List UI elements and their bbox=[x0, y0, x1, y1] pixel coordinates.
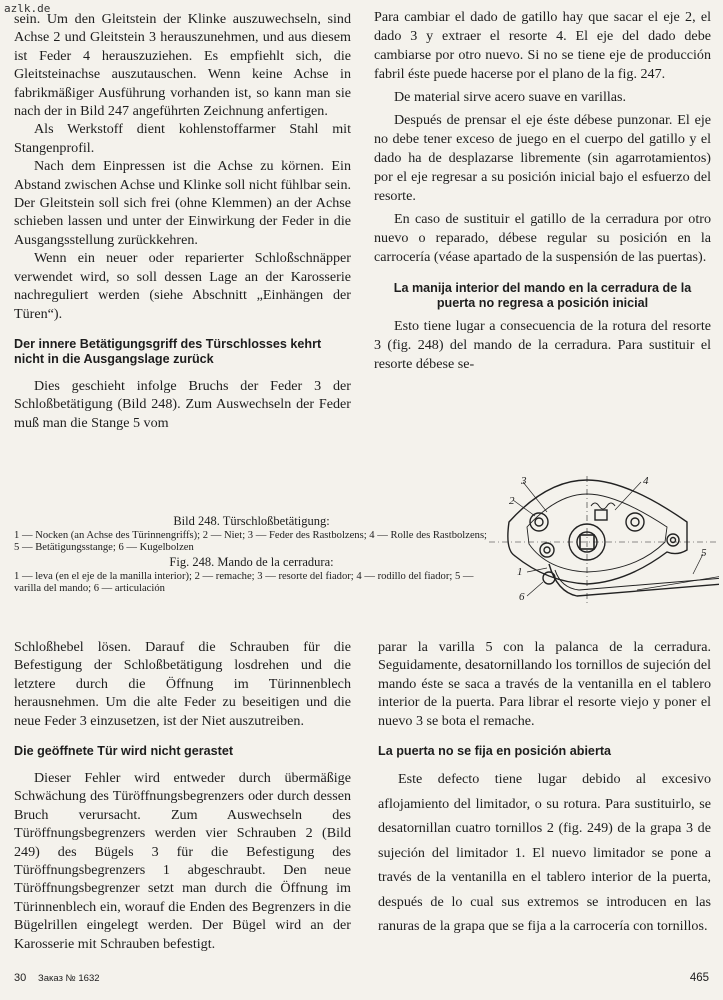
figure-caption-spanish bbox=[14, 556, 489, 596]
paragraph: Dies geschieht infolge Bruchs der Feder 3 der Schloßbetätigung (Bild 248). Zum Auswechseln der Feder muß man die Stange 5 vom bbox=[14, 377, 351, 431]
paragraph: Esto tiene lugar a consecuencia de la rotura del resorte 3 (fig. 248) del mando de la cerradura. Para sustituir el resorte débese se- bbox=[374, 318, 711, 372]
watermark: azlk.de bbox=[4, 2, 51, 15]
spanish-column-top bbox=[374, 8, 711, 374]
signature-number: 30 bbox=[14, 972, 27, 984]
paragraph: Wenn ein neuer oder reparierter Schloßschnäpper verwendet wird, so soll dessen Lage an der Karosserie nachreguliert werden (siehe Abschnitt „Einhängen der Türen“). bbox=[14, 250, 351, 322]
paragraph: Als Werkstoff dient kohlenstoffarmer Stahl mit Stangenprofil. bbox=[14, 121, 351, 156]
paragraph: Nach dem Einpressen ist die Achse zu körnen. Ein Abstand zwischen Achse und Klinke soll nicht fühlbar sein. Der Gleitstein soll sich frei (ohne Klemmen) an der Achse schieben lassen und unter der Einwirkung der Feder in die Ausgangsstellung zurückkehren. bbox=[14, 158, 352, 248]
figure-label: 1 bbox=[517, 566, 523, 578]
paragraph: sein. Um den Gleitstein der Klinke auszuwechseln, sind Achse 2 und Gleitstein 3 herauszunehmen, und aus diesem ist Feder 4 herauszuziehen. Es empfiehlt sich, die Gleitsteinachse auszutauschen. Wenn keine Achse in fabrikmäßiger Ausführung vorhanden ist, so kann man sie nach der in Bild 247 angeführten Zeichnung anfertigen. bbox=[14, 11, 351, 120]
paragraph: parar la varilla 5 con la palanca de la cerradura. Seguidamente, desatornillando los tornillos de sujeción del mando éste se saca a través de la ventanilla en el tablero interior de la puerta. Para librar el resorte viejo y poner el nuevo 3 se bota el remache. bbox=[378, 639, 711, 729]
caption-legend: 1 — leva (en el eje de la manilla interior); 2 — remache; 3 — resorte del fiador; 4 — rodillo del fiador; 5 — varilla del mando; 6 — articulación bbox=[14, 570, 474, 594]
paragraph: En caso de sustituir el gatillo de la cerradura por otro nuevo o reparado, débese regular su posición en la carrocería (véase apartado de la suspensión de las puertas). bbox=[374, 211, 711, 265]
paragraph: Después de prensar el eje éste débese punzonar. El eje no debe tener exceso de juego en el cuerpo del gatillo y el dado ha de desplazarse libremente (sin agarrotamientos) por el eje regresar a su posición inicial bajo el esfuerzo del resorte. bbox=[374, 112, 711, 204]
paragraph: De material sirve acero suave en varillas. bbox=[394, 89, 627, 105]
paragraph: Para cambiar el dado de gatillo hay que sacar el eje 2, el dado 3 y extraer el resorte 4. El eje del dado debe cambiarse por otro nuevo. Si no se tiene eje de producción fabril éste puede hacerse por el plano de la fig. 247. bbox=[374, 9, 711, 82]
section-heading: La puerta no se fija en posición abierta bbox=[378, 744, 612, 759]
print-order: Заказ № 1632 bbox=[38, 973, 100, 984]
caption-title: Fig. 248. Mando de la cerradura: bbox=[169, 555, 334, 569]
german-column-top bbox=[14, 10, 351, 432]
caption-title: Bild 248. Türschloßbetätigung: bbox=[173, 514, 330, 528]
figure-label: 2 bbox=[509, 495, 515, 507]
figure-caption-german bbox=[14, 515, 489, 555]
section-heading: La manija interior del mando en la cerradura de la puerta no regresa a posición inicial bbox=[393, 281, 692, 310]
german-column-bottom bbox=[14, 638, 351, 953]
page-number: 465 bbox=[689, 972, 709, 984]
spanish-column-bottom bbox=[378, 638, 711, 939]
paragraph: Dieser Fehler wird entweder durch übermäßige Schwächung des Türöffnungsbegrenzers oder durch dessen Bruch verursacht. Zum Auswechseln des Türöffnungsbegrenzers werden vier Schrauben 2 (Bild 249) des Bügels 3 für die Befestigung des Türöffnungsbegrenzers 1 abgeschraubt. Den neue Türöffnungsbegrenzer setzt man durch die Öffnung im Türinnenblech ein, worauf die Enden des Begrenzers in die Bügelrillen eingelegt werden. Der Bügel wird an der Karosserie mit Schrauben befestigt. bbox=[14, 770, 351, 952]
section-heading: Der innere Betätigungsgriff des Türschlosses kehrt nicht in die Ausgangslage zurück bbox=[14, 336, 322, 366]
figure-label: 6 bbox=[519, 591, 525, 603]
figure-label: 5 bbox=[701, 547, 707, 559]
figure-label: 4 bbox=[643, 475, 649, 487]
caption-legend: 1 — Nocken (an Achse des Türinnengriffs); 2 — Niet; 3 — Feder des Rastbolzens; 4 — Rolle des Rastbolzens; 5 — Betätigungsstange; 6 — Kugelbolzen bbox=[14, 529, 488, 553]
paragraph: Schloßhebel lösen. Darauf die Schrauben für die Befestigung der Schloßbetätigung losdrehen und die letztere durch die Öffnung im Türinnenblech herausnehmen. Um die alte Feder zu beseitigen und die neue Feder 3 einzusetzen, ist der Niet auszutreiben. bbox=[14, 639, 351, 729]
section-heading: Die geöffnete Tür wird nicht gerastet bbox=[14, 744, 234, 759]
lock-mechanism-drawing bbox=[487, 472, 719, 612]
paragraph: Este defecto tiene lugar debido al excesivo aflojamiento del limitador, o su rotura. Para sustituirlo, se desatornillan cuatro tornillos 2 (fig. 249) de la grapa 3 de sujeción del limitador 1. El nuevo limitador se pone a través de la ventanilla en el tablero interior de la puerta, después de lo cual sus extremos se introducen en las ranuras de la grapa que se fija a la carrocería con tornillos. bbox=[378, 771, 711, 935]
figure-label: 3 bbox=[521, 475, 527, 487]
